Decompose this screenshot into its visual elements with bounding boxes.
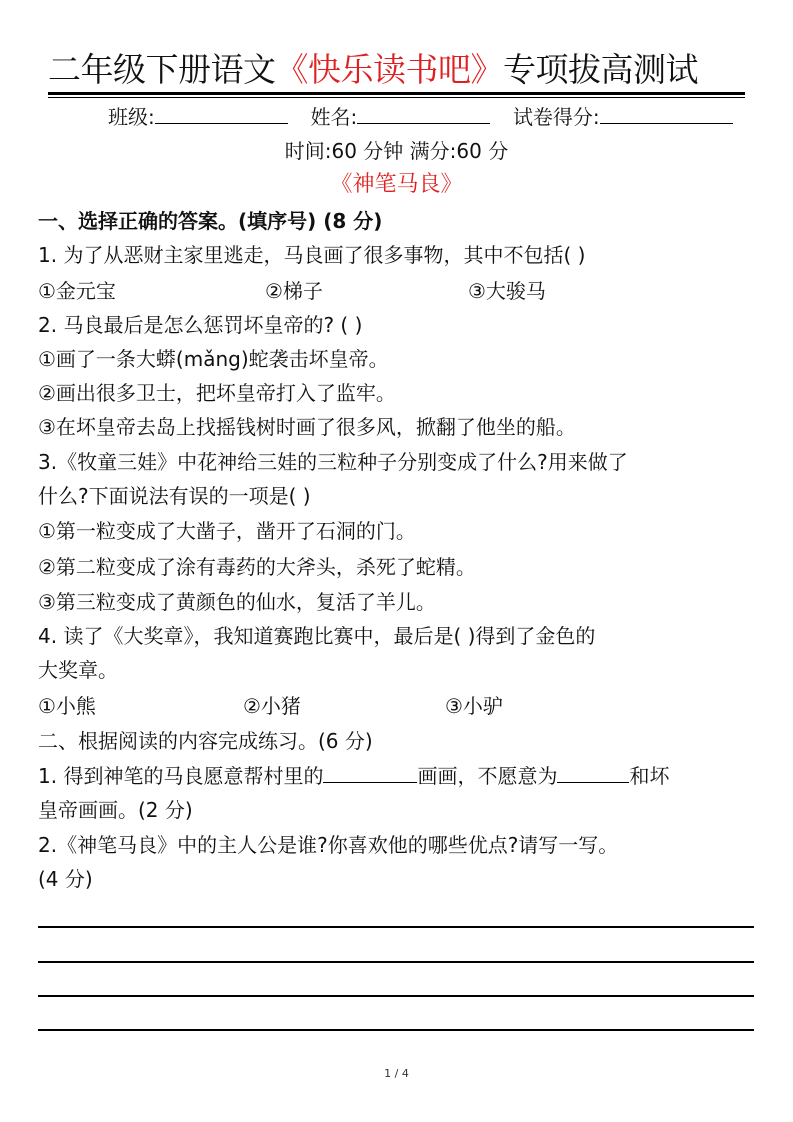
q1-option-2: ②梯子 xyxy=(265,279,323,303)
q4-stem-line-1: 4. 读了《大奖章》，我知道赛跑比赛中，最后是( )得到了金色的 xyxy=(38,624,596,648)
student-info-row xyxy=(108,102,733,132)
answer-line-3[interactable] xyxy=(38,995,754,997)
q2-option-3: ③在坏皇帝去岛上找摇钱树时画了很多风，掀翻了他坐的船。 xyxy=(38,415,576,439)
class-field[interactable] xyxy=(155,103,288,124)
s2-q2-line-1: 2.《神笔马良》中的主人公是谁?你喜欢他的哪些优点?请写一写。 xyxy=(38,833,619,857)
q1-option-3: ③大骏马 xyxy=(468,279,546,303)
title-rule-thick xyxy=(48,92,745,95)
answer-line-2[interactable] xyxy=(38,961,754,963)
s2-q2-line-2: (4 分) xyxy=(38,867,93,891)
page-title xyxy=(48,44,745,96)
name-field[interactable] xyxy=(357,103,490,124)
q4-option-2: ②小猪 xyxy=(243,694,301,718)
q3-option-3: ③第三粒变成了黄颜色的仙水，复活了羊儿。 xyxy=(38,590,436,614)
q2-option-1: ①画了一条大蟒(mǎng)蛇袭击坏皇帝。 xyxy=(38,347,389,371)
book-title: 《神笔马良》 xyxy=(330,172,463,197)
score-label: 试卷得分: xyxy=(512,105,600,129)
title-rule-thin xyxy=(48,97,745,98)
section1-heading: 一、选择正确的答案。(填序号) (8 分) xyxy=(38,209,383,233)
page-number: 1 / 4 xyxy=(384,1067,409,1080)
q4-stem-line-2: 大奖章。 xyxy=(38,658,118,682)
q2-option-2: ②画出很多卫士，把坏皇帝打入了监牢。 xyxy=(38,381,396,405)
s2-q1-blank-1[interactable] xyxy=(323,762,417,783)
s2-q1-line-2: 皇帝画画。(2 分) xyxy=(38,798,193,822)
q3-stem-line-1: 3.《牧童三娃》中花神给三娃的三粒种子分别变成了什么?用来做了 xyxy=(38,450,628,474)
answer-line-4[interactable] xyxy=(38,1029,754,1031)
s2-q1-text-part-1: 1. 得到神笔的马良愿意帮村里的 xyxy=(38,764,324,788)
q4-option-3: ③小驴 xyxy=(445,694,503,718)
s2-q1-blank-2[interactable] xyxy=(557,762,629,783)
s2-q1-text-part-3: 和坏 xyxy=(629,764,670,788)
title-test-text: 专项拔高测试 xyxy=(503,50,698,89)
score-field[interactable] xyxy=(600,103,733,124)
title-series-text: 《快乐读书吧》 xyxy=(275,50,503,89)
q1-option-1: ①金元宝 xyxy=(38,279,116,303)
title-grade-text: 二年级下册语文 xyxy=(48,50,276,89)
time-score-info: 时间:60 分钟 满分:60 分 xyxy=(284,139,509,163)
q3-option-2: ②第二粒变成了涂有毒药的大斧头，杀死了蛇精。 xyxy=(38,555,476,579)
s2-q1-line-1 xyxy=(38,761,669,791)
section2-heading: 二、根据阅读的内容完成练习。(6 分) xyxy=(38,729,373,753)
s2-q1-text-part-2: 画画，不愿意为 xyxy=(417,764,558,788)
q3-stem-line-2: 什么?下面说法有误的一项是( ) xyxy=(38,484,311,508)
q4-option-1: ①小熊 xyxy=(38,694,96,718)
q1-stem: 1. 为了从恶财主家里逃走，马良画了很多事物，其中不包括( ) xyxy=(38,243,586,267)
q2-stem: 2. 马良最后是怎么惩罚坏皇帝的? ( ) xyxy=(38,313,363,337)
q3-option-1: ①第一粒变成了大凿子，凿开了石洞的门。 xyxy=(38,519,416,543)
answer-line-1[interactable] xyxy=(38,926,754,928)
name-label: 姓名: xyxy=(310,105,358,129)
class-label: 班级: xyxy=(108,105,155,129)
